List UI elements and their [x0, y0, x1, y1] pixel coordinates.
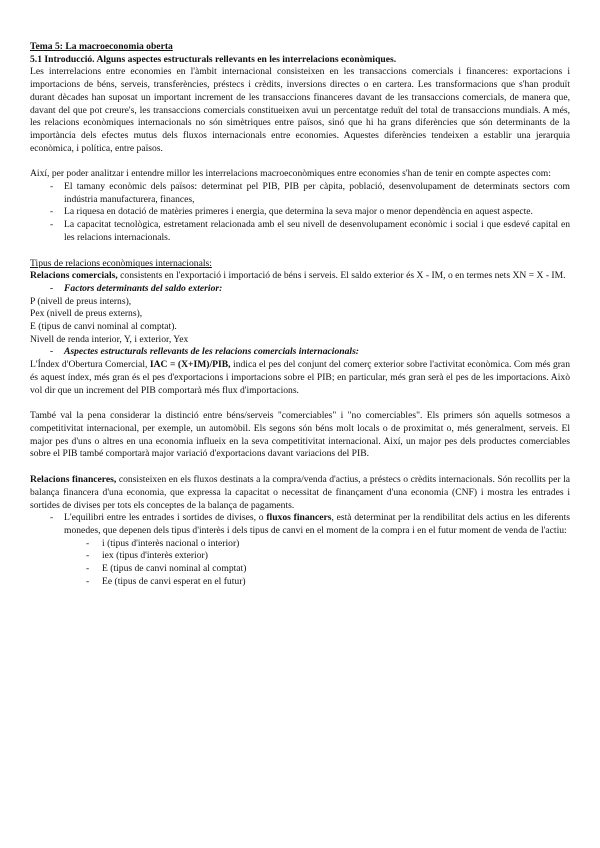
structural-heading-list	[30, 346, 570, 359]
list-item: - E (tipus de canvi nominal al comptat)	[102, 563, 570, 576]
factor-line: P (nivell de preus interns),	[30, 295, 132, 307]
aspects-intro: Així, per poder analitzar i entendre millor les interrelacions macroeconòmiques entre economies s'han de tenir en compte aspectes com:	[30, 168, 551, 180]
iac-pre: L'Índex d'Obertura Comercial,	[30, 359, 150, 371]
iac-formula: IAC = (X+IM)/PIB,	[149, 359, 231, 371]
types-heading: Tipus de relacions econòmiques internacionals:	[30, 257, 212, 269]
financial-term: Relacions financeres,	[30, 474, 117, 486]
rates-sublist	[64, 538, 570, 589]
iac-paragraph	[30, 359, 570, 397]
list-item: - La capacitat tecnològica, estretament relacionada amb el seu nivell de desenvolupament econòmic i social i que esdevé capital en les relacions internacionals.	[64, 219, 570, 244]
section-heading: 5.1 Introducció. Alguns aspectes estructurals rellevants en les interrelacions econòmiques.	[30, 53, 397, 65]
structural-heading: - Aspectes estructurals rellevants de les relacions comercials internacionals:	[64, 346, 570, 359]
factors-heading: - Factors determinants del saldo exterior:	[64, 283, 570, 296]
intro-paragraph: Les interrelacions entre economies en l'àmbit internacional consisteixen en les transaccions comercials i financeres: exportacions i importacions de béns, serveis, transferències, préstecs i crèdits, inversions directes o en cartera. Les transformacions que s'han produït durant dècades han suposat un important increment de les transaccions financeres davant de les transaccions comercials, de manera que, davant del que pot creure's, les transaccions comercials constitueixen avui un percentatge reduït del total de transaccions mundials. A més, les relacions econòmiques internacionals no són simètriques entre països, sinó que hi ha grans diferències que són determinants de la importància dels efectes mutus dels fluxos internacionals entre economies. Aquestes diferències tendeixen a establir una jerarquia econòmica, i política, entre països.	[30, 66, 570, 154]
flows-item	[64, 512, 570, 588]
commercial-text: consistents en l'exportació i importació de béns i serveis. El saldo exterior és X - IM, o en termes nets XN = X - IM.	[117, 270, 566, 282]
factor-line: Nivell de renda interior, Y, i exterior, Yex	[30, 333, 189, 345]
commercial-paragraph	[30, 270, 570, 283]
list-item: - La riquesa en dotació de matèries primeres i energia, que determina la seva major o menor dependència en aquest aspecte.	[64, 206, 570, 219]
commercial-term: Relacions comercials,	[30, 270, 118, 282]
flows-list	[30, 512, 570, 588]
page-title: Tema 5: La macroeconomia oberta	[30, 41, 173, 52]
list-item: - iex (tipus d'interès exterior)	[102, 550, 570, 563]
factor-line: E (tipus de canvi nominal al comptat).	[30, 321, 177, 333]
flows-post: , està determinat per la rendibilitat dels actius en les diferents monedes, que depenen dels tipus d'interès i dels tipus de canvi en el moment de la compra i en el futur moment de venda de l'actiu:	[64, 512, 570, 536]
financial-text: consisteixen en els fluxos destinats a la compra/venda d'actius, a préstecs o crèdits internacionals. Són recollits per la balança financera d'una economia, que expressa la capacitat o necessitat de finançament d'una economia (CNF) i mostra les entrades i sortides de divises per tots els conceptes de la balança de pagaments.	[30, 474, 570, 511]
flows-bold: fluxos financers	[266, 512, 332, 524]
flows-pre: L'equilibri entre les entrades i sortides de divises, o	[64, 512, 267, 524]
list-item: - Ee (tipus de canvi esperat en el futur)	[102, 576, 570, 589]
list-item: - i (tipus d'interès nacional o interior)	[102, 538, 570, 551]
tradables-paragraph: També val la pena considerar la distinció entre béns/serveis "comerciables" i "no comerciables". Els primers són aquells sotmesos a competitivitat internacional, per exemple, un automòbil. Els segons són béns molt locals o de proximitat o, més generalment, serveis. El major pes d'uns o altres en una economia influeix en la seva competitivitat internacional. Així, un major pes dels productes comerciables sobre el PIB també comportarà major variació d'exportacions davant variacions del PIB.	[30, 410, 570, 460]
factors-heading-list	[30, 283, 570, 296]
aspects-list	[30, 181, 570, 245]
factor-line: Pex (nivell de preus externs),	[30, 308, 143, 320]
financial-paragraph	[30, 474, 570, 512]
list-item: - El tamany econòmic dels països: determinat pel PIB, PIB per càpita, població, desenvolupament de determinats sectors com indústria manufacturera, finances,	[64, 181, 570, 206]
iac-post: indica el pes del conjunt del comerç exterior sobre l'activitat econòmica. Com més gran és aquest índex, més gran és el pes d'exportacions i importacions sobre el PIB; en particular, més gran serà el pes de les importacions. Això vol dir que un increment del PIB comportarà més flux d'importacions.	[30, 359, 570, 396]
